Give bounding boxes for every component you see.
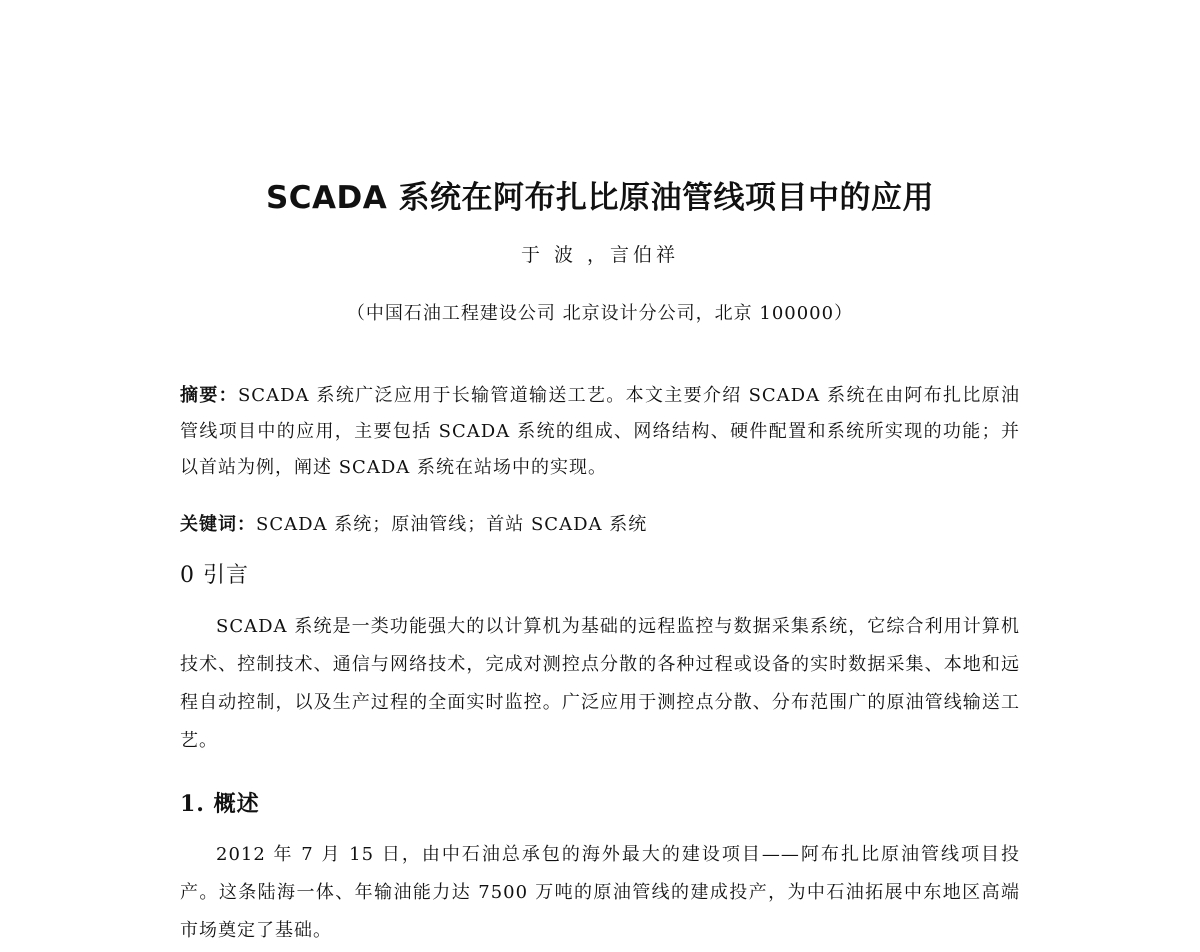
section-heading-overview: 1. 概述: [180, 791, 260, 817]
keywords: [180, 507, 1020, 543]
abstract: [180, 378, 1020, 486]
keywords-label: 关键词：: [180, 514, 256, 535]
keywords-text: SCADA 系统；原油管线；首站 SCADA 系统: [256, 514, 648, 535]
section-paragraph-overview: 2012 年 7 月 15 日，由中石油总承包的海外最大的建设项目——阿布扎比原油管线项目投产。这条陆海一体、年输油能力达 7500 万吨的原油管线的建成投产，为中石油拓展中东地区高端市场奠定了基础。: [180, 844, 1020, 941]
paper-authors: 于 波 ，言伯祥: [520, 244, 680, 266]
paper-title: SCADA 系统在阿布扎比原油管线项目中的应用: [265, 180, 935, 216]
section-paragraph-introduction: SCADA 系统是一类功能强大的以计算机为基础的远程监控与数据采集系统，它综合利用计算机技术、控制技术、通信与网络技术，完成对测控点分散的各种过程或设备的实时数据采集、本地和远程自动控制，以及生产过程的全面实时监控。广泛应用于测控点分散、分布范围广的原油管线输送工艺。: [180, 616, 1020, 751]
abstract-label: 摘要：: [180, 385, 238, 406]
paper-affiliation: （中国石油工程建设公司 北京设计分公司，北京 100000）: [346, 303, 854, 324]
section-heading-introduction: 0 引言: [180, 563, 249, 588]
abstract-text: SCADA 系统广泛应用于长输管道输送工艺。本文主要介绍 SCADA 系统在由阿布扎比原油管线项目中的应用，主要包括 SCADA 系统的组成、网络结构、硬件配置和系统所实现的功能；并以首站为例，阐述 SCADA 系统在站场中的实现。: [180, 385, 1021, 478]
